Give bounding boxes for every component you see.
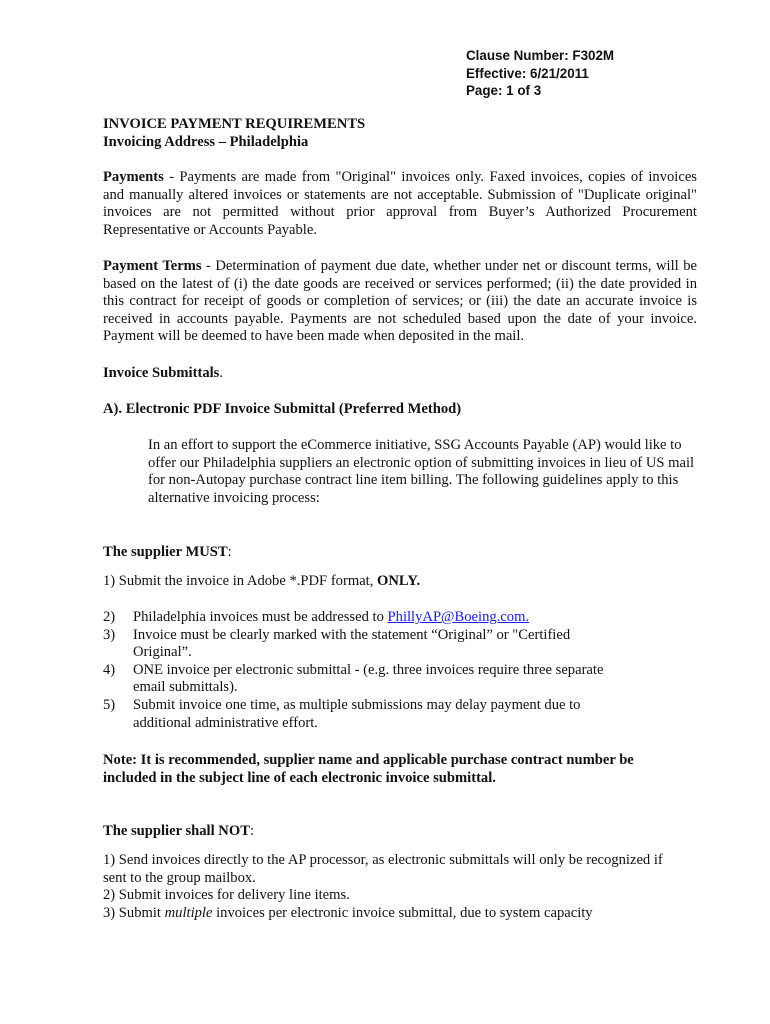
clause-header: [466, 47, 726, 100]
list-item-text: additional administrative effort.: [133, 714, 318, 731]
must-item-1-text: 1) Submit the invoice in Adobe *.PDF format,: [103, 573, 378, 589]
invoice-submittals-heading: [103, 365, 697, 383]
shall-not-item-1-line-1: 1) Send invoices directly to the AP processor, as electronic submittals will only be recognized if: [103, 852, 663, 868]
note-paragraph: [103, 752, 697, 787]
shall-not-item-3-suffix: invoices per electronic invoice submittal, due to system capacity: [212, 904, 593, 921]
supplier-shall-not-heading: [103, 823, 697, 841]
list-item-text: Invoice must be clearly marked with the statement “Original” or "Certified: [133, 626, 571, 643]
payments-paragraph: [103, 169, 697, 239]
list-item: [103, 697, 703, 732]
invoice-submittals-suffix: .: [219, 365, 224, 381]
supplier-must-suffix: :: [227, 544, 232, 560]
supplier-must-label: The supplier MUST: [103, 544, 228, 560]
list-item-number: 3): [103, 626, 116, 643]
clause-number: Clause Number: F302M: [466, 48, 615, 63]
effective-date: Effective: 6/21/2011: [466, 65, 589, 81]
shall-not-item-3-prefix: 3) Submit: [103, 904, 165, 921]
list-item-text: email submittals).: [133, 679, 238, 696]
payments-text: - Payments are made from "Original" invoices only. Faxed invoices, copies of invoices and manually altered invoices or statements are not acceptable. Submission of "Duplicate original" invoices are not permitted without prior approval from Buyer’s Authorized Procurement Representative or Accounts Payable.: [103, 169, 697, 238]
invoice-submittals-label: Invoice Submittals: [103, 365, 220, 381]
list-item: [103, 662, 703, 697]
supplier-shall-not-label: The supplier shall NOT: [103, 823, 250, 839]
note-line-2: included in the subject line of each electronic invoice submittal.: [103, 769, 496, 786]
list-item-number: 5): [103, 696, 116, 713]
email-link[interactable]: PhillyAP@Boeing.com.: [387, 609, 530, 625]
list-item-text: Philadelphia invoices must be addressed to: [133, 609, 388, 625]
shall-not-item-3-italic: multiple: [164, 904, 213, 921]
shall-not-item-3: [103, 905, 703, 923]
section-a-heading: A). Electronic PDF Invoice Submittal (Preferred Method): [103, 401, 462, 417]
shall-not-item-2: 2) Submit invoices for delivery line items.: [103, 887, 350, 904]
title-main: INVOICE PAYMENT REQUIREMENTS: [103, 116, 366, 132]
list-item-number: 4): [103, 661, 116, 678]
payment-terms-paragraph: [103, 258, 697, 346]
supplier-must-heading: [103, 544, 697, 562]
section-a-intro: In an effort to support the eCommerce initiative, SSG Accounts Payable (AP) would like to offer our Philadelphia suppliers an electronic option of submitting invoices in lieu of US mail for non-Autopay purchase contract line item billing. The following guidelines apply to this alternative invoicing process:: [148, 437, 695, 506]
must-item-1-bold: ONLY.: [377, 573, 421, 589]
list-item-text: ONE invoice per electronic submittal - (e.g. three invoices require three separate: [133, 661, 604, 678]
must-list: [103, 609, 703, 732]
list-item: [103, 627, 703, 662]
document-title: [103, 116, 697, 151]
list-item-text: Original”.: [133, 644, 192, 661]
title-sub: Invoicing Address – Philadelphia: [103, 133, 309, 150]
payments-label: Payments: [103, 169, 164, 185]
page-number: Page: 1 of 3: [466, 83, 542, 98]
list-item-text: Submit invoice one time, as multiple submissions may delay payment due to: [133, 696, 581, 713]
shall-not-list: [103, 852, 703, 922]
list-item: [103, 609, 703, 627]
note-line-1: Note: It is recommended, supplier name and applicable purchase contract number be: [103, 752, 634, 768]
supplier-shall-not-suffix: :: [249, 823, 254, 839]
payment-terms-label: Payment Terms: [103, 258, 202, 274]
list-item-number: 2): [103, 609, 116, 625]
payment-terms-text: - Determination of payment due date, whether under net or discount terms, will be based on the latest of (i) the date goods are received or services performed; (ii) the date provided in this contract for receipt of goods or completion of services; or (iii) the date an accurate invoice is received in accounts payable. Payments are not scheduled based upon the date of your invoice. Payment will be deemed to have been made when deposited in the mail.: [103, 258, 697, 345]
must-item-1: [103, 573, 697, 591]
shall-not-item-1-line-2: sent to the group mailbox.: [103, 869, 256, 886]
